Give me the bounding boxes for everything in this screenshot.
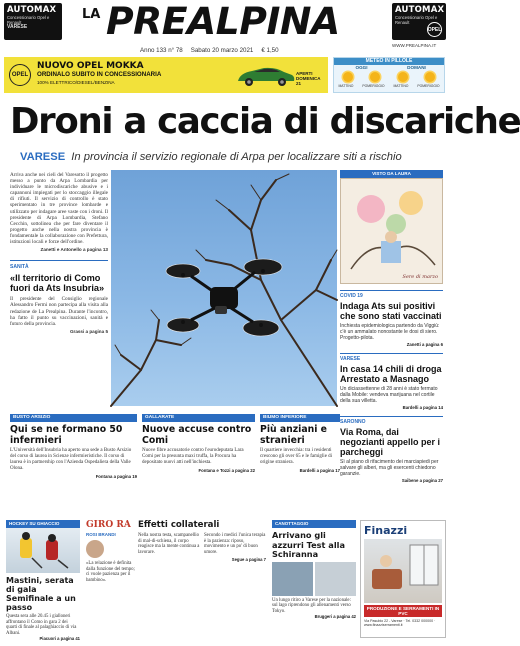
story-page-ref[interactable]: Bardelli a pagina 14 xyxy=(402,405,443,410)
lead-body: Arriva anche nei cieli del Varesotto il progetto messo a punto da Arpa Lombardia per individuare le microdiscariche abusive e i capannoni impiegati per lo stoccaggio illegale di rifiuti. Il servizio di controllo è stato sperimentato in tre province lombarde e utilizzato per indagare aree vaste con i droni. Il presidente di Arpa Lombardia, Stefano Cecchin, sottolinea che per fare diventare il progetto anche nella nostra provincia è fondamentale la collaborazione con Prefettura, istituzioni locali e forze dell'ordine. xyxy=(10,172,108,246)
weather-day: DOMANI xyxy=(407,65,426,70)
opel-logo-icon: OPEL xyxy=(9,64,31,86)
story-title[interactable]: Effetti collaterali xyxy=(138,520,220,530)
story-page-ref[interactable]: Bardelli a pagina 17 xyxy=(299,467,340,473)
hockey-photo xyxy=(6,528,80,573)
automax-ad-left[interactable] xyxy=(4,3,62,40)
story-title[interactable]: Indaga Ats sui positivi che sono stati vaccinati xyxy=(340,301,442,321)
ad-address: Via Pasubio 22 - Varese · Tel. 0332 000000 · www.finazziserramenti.it xyxy=(364,619,436,628)
car-image xyxy=(234,63,296,87)
promo-subtitle: ORDINALO SUBITO IN CONCESSIONARIA xyxy=(37,70,162,78)
lead-subhead-text: In provincia il servizio regionale di Arpa per localizzare siti a rischio xyxy=(71,151,402,163)
rowing-photo xyxy=(272,562,313,596)
promo-open: APERTI DOMENICA 21 xyxy=(296,71,321,86)
ad-tag: PRODUZIONE E SERRAMENTI IN PVC xyxy=(364,605,442,617)
masthead-title: PREALPINA xyxy=(106,0,340,43)
ad-brand: AUTOMAX xyxy=(7,5,57,15)
story-canottaggio xyxy=(272,520,356,640)
sun-icon xyxy=(425,72,435,82)
story-busto xyxy=(10,414,137,514)
story-body: Nella nostra testa, scampanellio di mal-di-schiena, il corpo reagisce ma la mente continua a lavorare. xyxy=(138,533,200,555)
story-body: Un diciassettenne di 28 anni è stato fermato dalla Mobile: vendeva marijuana nel cortile della sua villetta. xyxy=(340,386,438,404)
sun-icon xyxy=(343,72,353,82)
weather-slot: MATTINO xyxy=(393,84,409,88)
opel-promo-banner[interactable] xyxy=(4,57,328,93)
issue-number: Anno 133 n° 78 xyxy=(140,47,183,54)
weather-box[interactable] xyxy=(333,57,445,93)
cartoon-illustration[interactable] xyxy=(340,178,443,284)
story-body: Un lungo ritiro a Varese per la nazionale: sul lago riprendono gli allenamenti verso Tokyo. xyxy=(272,597,351,614)
drone-icon xyxy=(166,259,282,336)
section-label: GALLARATE xyxy=(142,414,255,422)
promo-small: 100% ELETTRICO/DIESEL/BENZINA xyxy=(37,80,115,86)
ad-photo xyxy=(364,539,442,603)
section-label: SARONNO xyxy=(340,416,443,425)
column-author: ROSI BRANDI xyxy=(86,532,116,537)
giro-logo: GIRO RA xyxy=(86,520,131,530)
story-page-ref[interactable]: Fontana e Tozzi a pagina 22 xyxy=(198,467,255,473)
story-page-ref[interactable]: Saibene a pagina 27 xyxy=(401,478,443,483)
lead-subhead xyxy=(20,151,440,163)
masthead-la: LA xyxy=(82,7,101,22)
column-body: «La relazione è definita dalla funzione del tempo; ci vuole pazienza per il bambino». xyxy=(86,561,135,583)
story-page-ref[interactable]: Segue a pagina 7 xyxy=(231,557,266,563)
automax-ad-right[interactable] xyxy=(392,3,446,40)
story-body: Nuove fibre accusatorie contro l'eurodeputata Lara Comi per la presunta maxi truffa, la Procura ha depositato nuovi atti nell'inchiesta. xyxy=(142,448,244,465)
story-body: Secondo i medici l'unica terapia è la pazienza: riposo, movimento e un po' di buon umore. xyxy=(204,533,266,555)
story-gallarate xyxy=(142,414,255,514)
story-body: Il quartiere invecchia: tra i residenti crescono gli over 65 e le famiglie di origine straniera. xyxy=(260,448,333,465)
lead-page-ref[interactable]: Zanetti e Antonello a pagina 13 xyxy=(40,247,108,253)
finazzi-ad[interactable] xyxy=(360,520,446,638)
story-title[interactable]: Più anziani e stranieri xyxy=(260,424,327,446)
issue-date: Sabato 20 marzo 2021 xyxy=(190,47,254,54)
story-page-ref[interactable]: Grassi a pagina 5 xyxy=(69,328,108,334)
hockey-players-icon xyxy=(6,528,80,573)
window-icon xyxy=(364,539,444,603)
weather-slot: MATTINO xyxy=(338,84,354,88)
story-body: L'Università dell'Insubria ha aperto una sede a Busto Arsizio del corso di laurea in Scienze infermieristiche. Il corso di laurea è in partnership con l'Azienda Ospedaliera della Valle Olona. xyxy=(10,448,132,471)
section-label: BUSTO ARSIZIO xyxy=(10,414,137,422)
story-title[interactable]: Via Roma, dai negozianti appello per i parcheggi xyxy=(340,427,441,457)
story-title[interactable]: In casa 14 chili di droga Arrestato a Masnago xyxy=(340,364,442,384)
section-label: SANITÀ xyxy=(10,260,108,270)
section-label: BIUMO INFERIORE xyxy=(260,414,340,422)
section-label: VARESE xyxy=(340,353,443,362)
right-column xyxy=(340,170,443,483)
rowing-photos xyxy=(272,562,356,596)
weather-slot: POMERIGGIO xyxy=(362,84,385,88)
story-effetti xyxy=(138,520,266,640)
ad-brand: Finazzi xyxy=(364,524,408,537)
story-page-ref[interactable]: Bruggeri a pagina 42 xyxy=(314,614,356,620)
column-giro xyxy=(86,520,136,640)
story-title[interactable]: Qui se ne formano 50 infermieri xyxy=(10,424,123,446)
dateline xyxy=(140,47,340,54)
story-page-ref[interactable]: Zanetti a pagina 6 xyxy=(406,342,443,347)
sun-icon xyxy=(370,72,380,82)
ad-line: VARESE xyxy=(7,24,28,30)
story-title[interactable]: «Il territorio di Como fuori da Ats Insubria» xyxy=(10,273,105,294)
story-page-ref[interactable]: Fontana a pagina 19 xyxy=(95,473,137,479)
left-column xyxy=(10,172,108,335)
rowing-photo xyxy=(315,562,356,596)
story-hockey xyxy=(6,520,80,640)
avatar xyxy=(86,540,104,558)
promo-title: NUOVO OPEL MOKKA xyxy=(37,61,144,72)
story-body: Il presidente del Consiglio regionale Alessandro Fermi non partecipa alla visita alla redazione de La Prealpina. Durante l'incontro, ha fatto il punto su vaccinazioni, sanità e futuro della provincia. xyxy=(10,296,108,327)
story-page-ref[interactable]: Piacuori a pagina 41 xyxy=(39,636,80,642)
ad-line: Concessionario Opel e Renault xyxy=(7,15,50,25)
opel-logo-icon: OPEL xyxy=(427,22,442,37)
section-label: CANOTTAGGIO xyxy=(272,520,356,528)
drone-illustration xyxy=(111,170,337,406)
weather-slot: POMERIGGIO xyxy=(417,84,440,88)
weather-day: OGGI xyxy=(355,65,368,70)
story-body: Questa sera alle 20.45 i gialloneri affrontano il Como in gara 2 dei quarti di finale al palaghiaccio di via Albani. xyxy=(6,614,77,636)
weather-header: METEO IN PILLOLE xyxy=(334,58,444,65)
story-biumo xyxy=(260,414,340,514)
masthead[interactable] xyxy=(72,0,388,43)
section-label: COVID 19 xyxy=(340,290,443,299)
cartoon-drawing xyxy=(341,179,444,285)
story-title[interactable]: Arrivano gli azzurri Test alla Schiranna xyxy=(272,530,345,559)
cartoon-label: VISTO DA LAURA xyxy=(340,170,443,178)
issue-price: € 1,50 xyxy=(261,47,279,54)
section-label: HOCKEY SU GHIACCIO xyxy=(6,520,80,528)
lead-headline[interactable]: Droni a caccia di discariche xyxy=(10,101,520,142)
ad-brand: AUTOMAX xyxy=(395,5,445,15)
site-url[interactable]: WWW.PREALPINA.IT xyxy=(392,43,437,48)
story-title[interactable]: Mastini, serata di gala Semifinale a un passo xyxy=(6,576,76,612)
story-title[interactable]: Nuove accuse contro Comi xyxy=(142,424,252,446)
drone-photo xyxy=(111,170,337,406)
story-body: Sì al piano di rifacimento dei marciapiedi per salvare gli alberi, ma gli esercenti chiedono garanzie. xyxy=(340,459,439,477)
ad-line: Concessionario Opel e Renault xyxy=(395,15,438,25)
sun-icon xyxy=(398,72,408,82)
cartoon-caption: Sere di marzo xyxy=(402,274,438,280)
story-body: Inchiesta epidemiologica partendo da Viggiù: c'è un ammalato nonostante le dosi di siero. Progetto-pilota. xyxy=(340,323,440,341)
lead-kicker: VARESE xyxy=(20,151,66,163)
